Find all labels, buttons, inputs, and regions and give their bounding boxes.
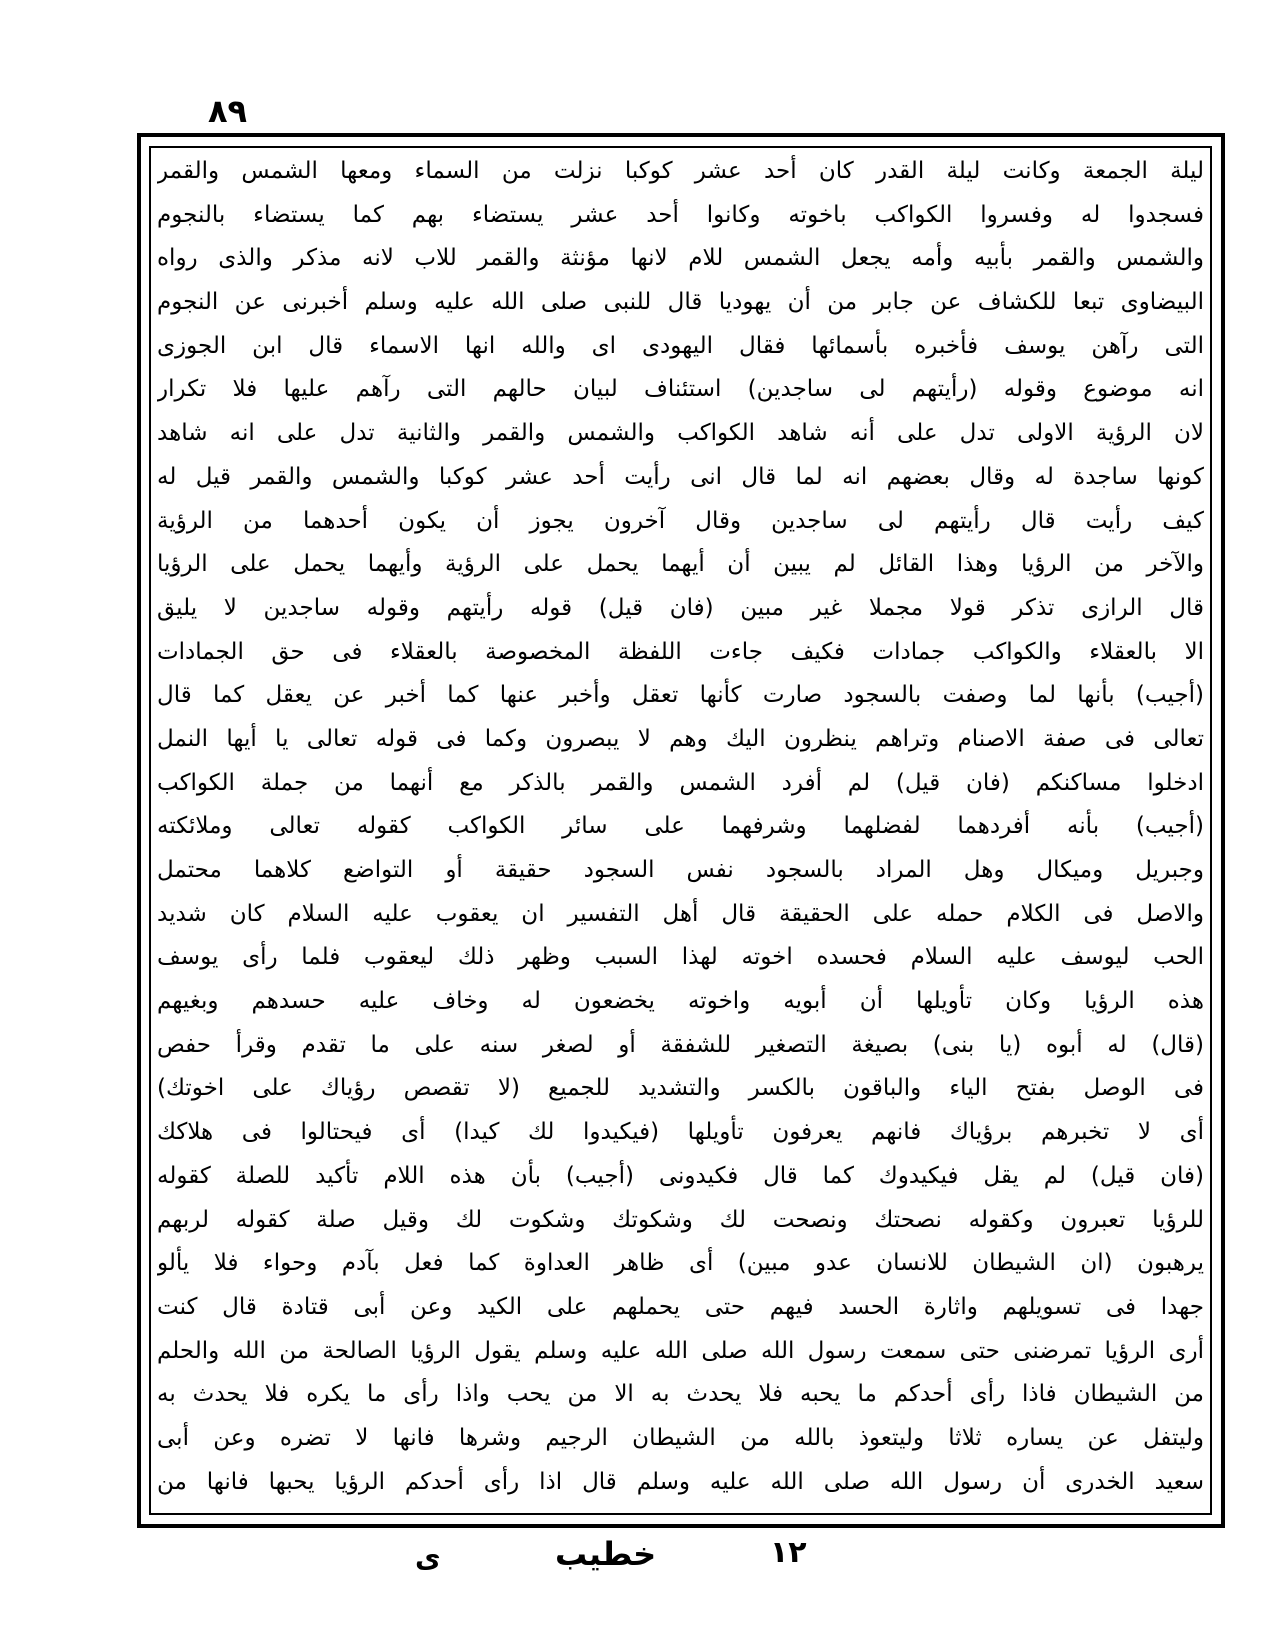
text-line: أى لا تخبرهم برؤياك فانهم يعرفون تأويلها (فيكيدوا لك كيدا) أى فيحتالوا فى هلاكك (157, 1119, 1204, 1146)
text-line: ادخلوا مساكنكم (فان قيل) لم أفرد الشمس والقمر بالذكر مع أنهما من جملة الكواكب (157, 769, 1204, 796)
text-line: التى رآهن يوسف فأخبره بأسمائها فقال اليهودى اى والله انها الاسماء قال ابن الجوزى (157, 332, 1204, 359)
footer-mark: ى (415, 1541, 441, 1574)
text-line: سعيد الخدرى أن رسول الله صلى الله عليه وسلم قال اذا رأى أحدكم الرؤيا يحبها فانها من (157, 1468, 1204, 1495)
text-line: كونها ساجدة له وقال بعضهم انه لما قال انى رأيت أحد عشر كوكبا والشمس والقمر قيل له (157, 463, 1204, 490)
text-line: انه موضوع وقوله (رأيتهم لى ساجدين) استئناف لبيان حالهم التى رآهم عليها فلا تكرار (157, 376, 1204, 403)
text-line: الحب ليوسف عليه السلام فحسده اخوته لهذا السبب وظهر ذلك ليعقوب فلما رأى يوسف (157, 944, 1204, 971)
text-line: (فان قيل) لم يقل فيكيدوك كما قال فكيدونى (أجيب) بأن هذه اللام تأكيد للصلة كقوله (157, 1162, 1204, 1189)
text-line: فسجدوا له وفسروا الكواكب باخوته وكانوا أحد عشر يستضاء بهم كما يستضاء بالنجوم (157, 201, 1204, 228)
text-line: قال الرازى تذكر قولا مجملا غير مبين (فان قيل) قوله رأيتهم وقوله ساجدين لا يليق (157, 594, 1204, 621)
text-line: والشمس والقمر بأبيه وأمه يجعل الشمس للام لانها مؤنثة والقمر للاب لانه مذكر والذى رواه (157, 245, 1204, 272)
page-number: ٨٩ (208, 92, 248, 130)
text-line: البيضاوى تبعا للكشاف عن جابر من أن يهوديا قال للنبى صلى الله عليه وسلم أخبرنى عن النجوم (157, 289, 1204, 316)
footer-catchword: خطيب (555, 1535, 657, 1573)
signature-number: ١٢ (770, 1535, 807, 1570)
text-line: لان الرؤية الاولى تدل على أنه شاهد الكواكب والشمس والقمر والثانية تدل على انه شاهد (157, 420, 1204, 447)
page-footer (0, 1535, 1275, 1595)
text-line: كيف رأيت قال رأيتهم لى ساجدين وقال آخرون يجوز أن يكون أحدهما من الرؤية (157, 507, 1204, 534)
text-line: للرؤيا تعبرون وكقوله نصحتك ونصحت لك وشكوتك وشكوت لك وقيل صلة كقوله لربهم (157, 1206, 1204, 1233)
text-line: هذه الرؤيا وكان تأويلها أن أبويه واخوته يخضعون له وخاف عليه حسدهم وبغيهم (157, 988, 1204, 1015)
text-line: الا بالعقلاء والكواكب جمادات فكيف جاءت اللفظة المخصوصة بالعقلاء فى حق الجمادات (157, 638, 1204, 665)
text-line: فى الوصل بفتح الياء والباقون بالكسر والتشديد للجميع (لا تقصص رؤياك على اخوتك) (157, 1075, 1204, 1102)
text-line: ليلة الجمعة وكانت ليلة القدر كان أحد عشر كوكبا نزلت من السماء ومعها الشمس والقمر (157, 158, 1204, 184)
text-line: جهدا فى تسويلهم واثارة الحسد فيهم حتى يحملهم على الكيد وعن أبى قتادة قال كنت (157, 1293, 1204, 1320)
text-line: وليتفل عن يساره ثلاثا وليتعوذ بالله من الشيطان الرجيم وشرها فانها لا تضره وعن أبى (157, 1424, 1204, 1451)
text-line: يرهبون (ان الشيطان للانسان عدو مبين) أى ظاهر العداوة كما فعل بآدم وحواء فلا يألو (157, 1250, 1204, 1277)
text-line: وجبريل وميكال وهل المراد بالسجود نفس السجود حقيقة أو التواضع كلاهما محتمل (157, 857, 1204, 883)
text-line: من الشيطان فاذا رأى أحدكم ما يحبه فلا يحدث به الا من يحب واذا رأى ما يكره فلا يحدث به (157, 1381, 1204, 1408)
text-line: تعالى فى صفة الاصنام وتراهم ينظرون اليك وهم لا يبصرون وكما فى قوله تعالى يا أيها النمل (157, 725, 1204, 752)
text-line: (قال) له أبوه (يا بنى) بصيغة التصغير للشفقة أو لصغر سنه على ما تقدم وقرأ حفص (157, 1031, 1204, 1058)
page-frame-inner (149, 146, 1212, 1515)
text-line: والآخر من الرؤيا وهذا القائل لم يبين أن أيهما يحمل على الرؤية وأيهما يحمل على الرؤيا (157, 551, 1204, 578)
main-text-body (157, 150, 1204, 1504)
text-line: (أجيب) بأنها لما وصفت بالسجود صارت كأنها تعقل وأخبر عنها كما أخبر عن يعقل كما قال (157, 682, 1204, 709)
text-line: والاصل فى الكلام حمله على الحقيقة قال أهل التفسير ان يعقوب عليه السلام كان شديد (157, 900, 1204, 927)
text-line: (أجيب) بأنه أفردهما لفضلهما وشرفهما على سائر الكواكب كقوله تعالى وملائكته (157, 813, 1204, 840)
text-line: أرى الرؤيا تمرضنى حتى سمعت رسول الله صلى الله عليه وسلم يقول الرؤيا الصالحة من الله والحلم (157, 1337, 1204, 1364)
